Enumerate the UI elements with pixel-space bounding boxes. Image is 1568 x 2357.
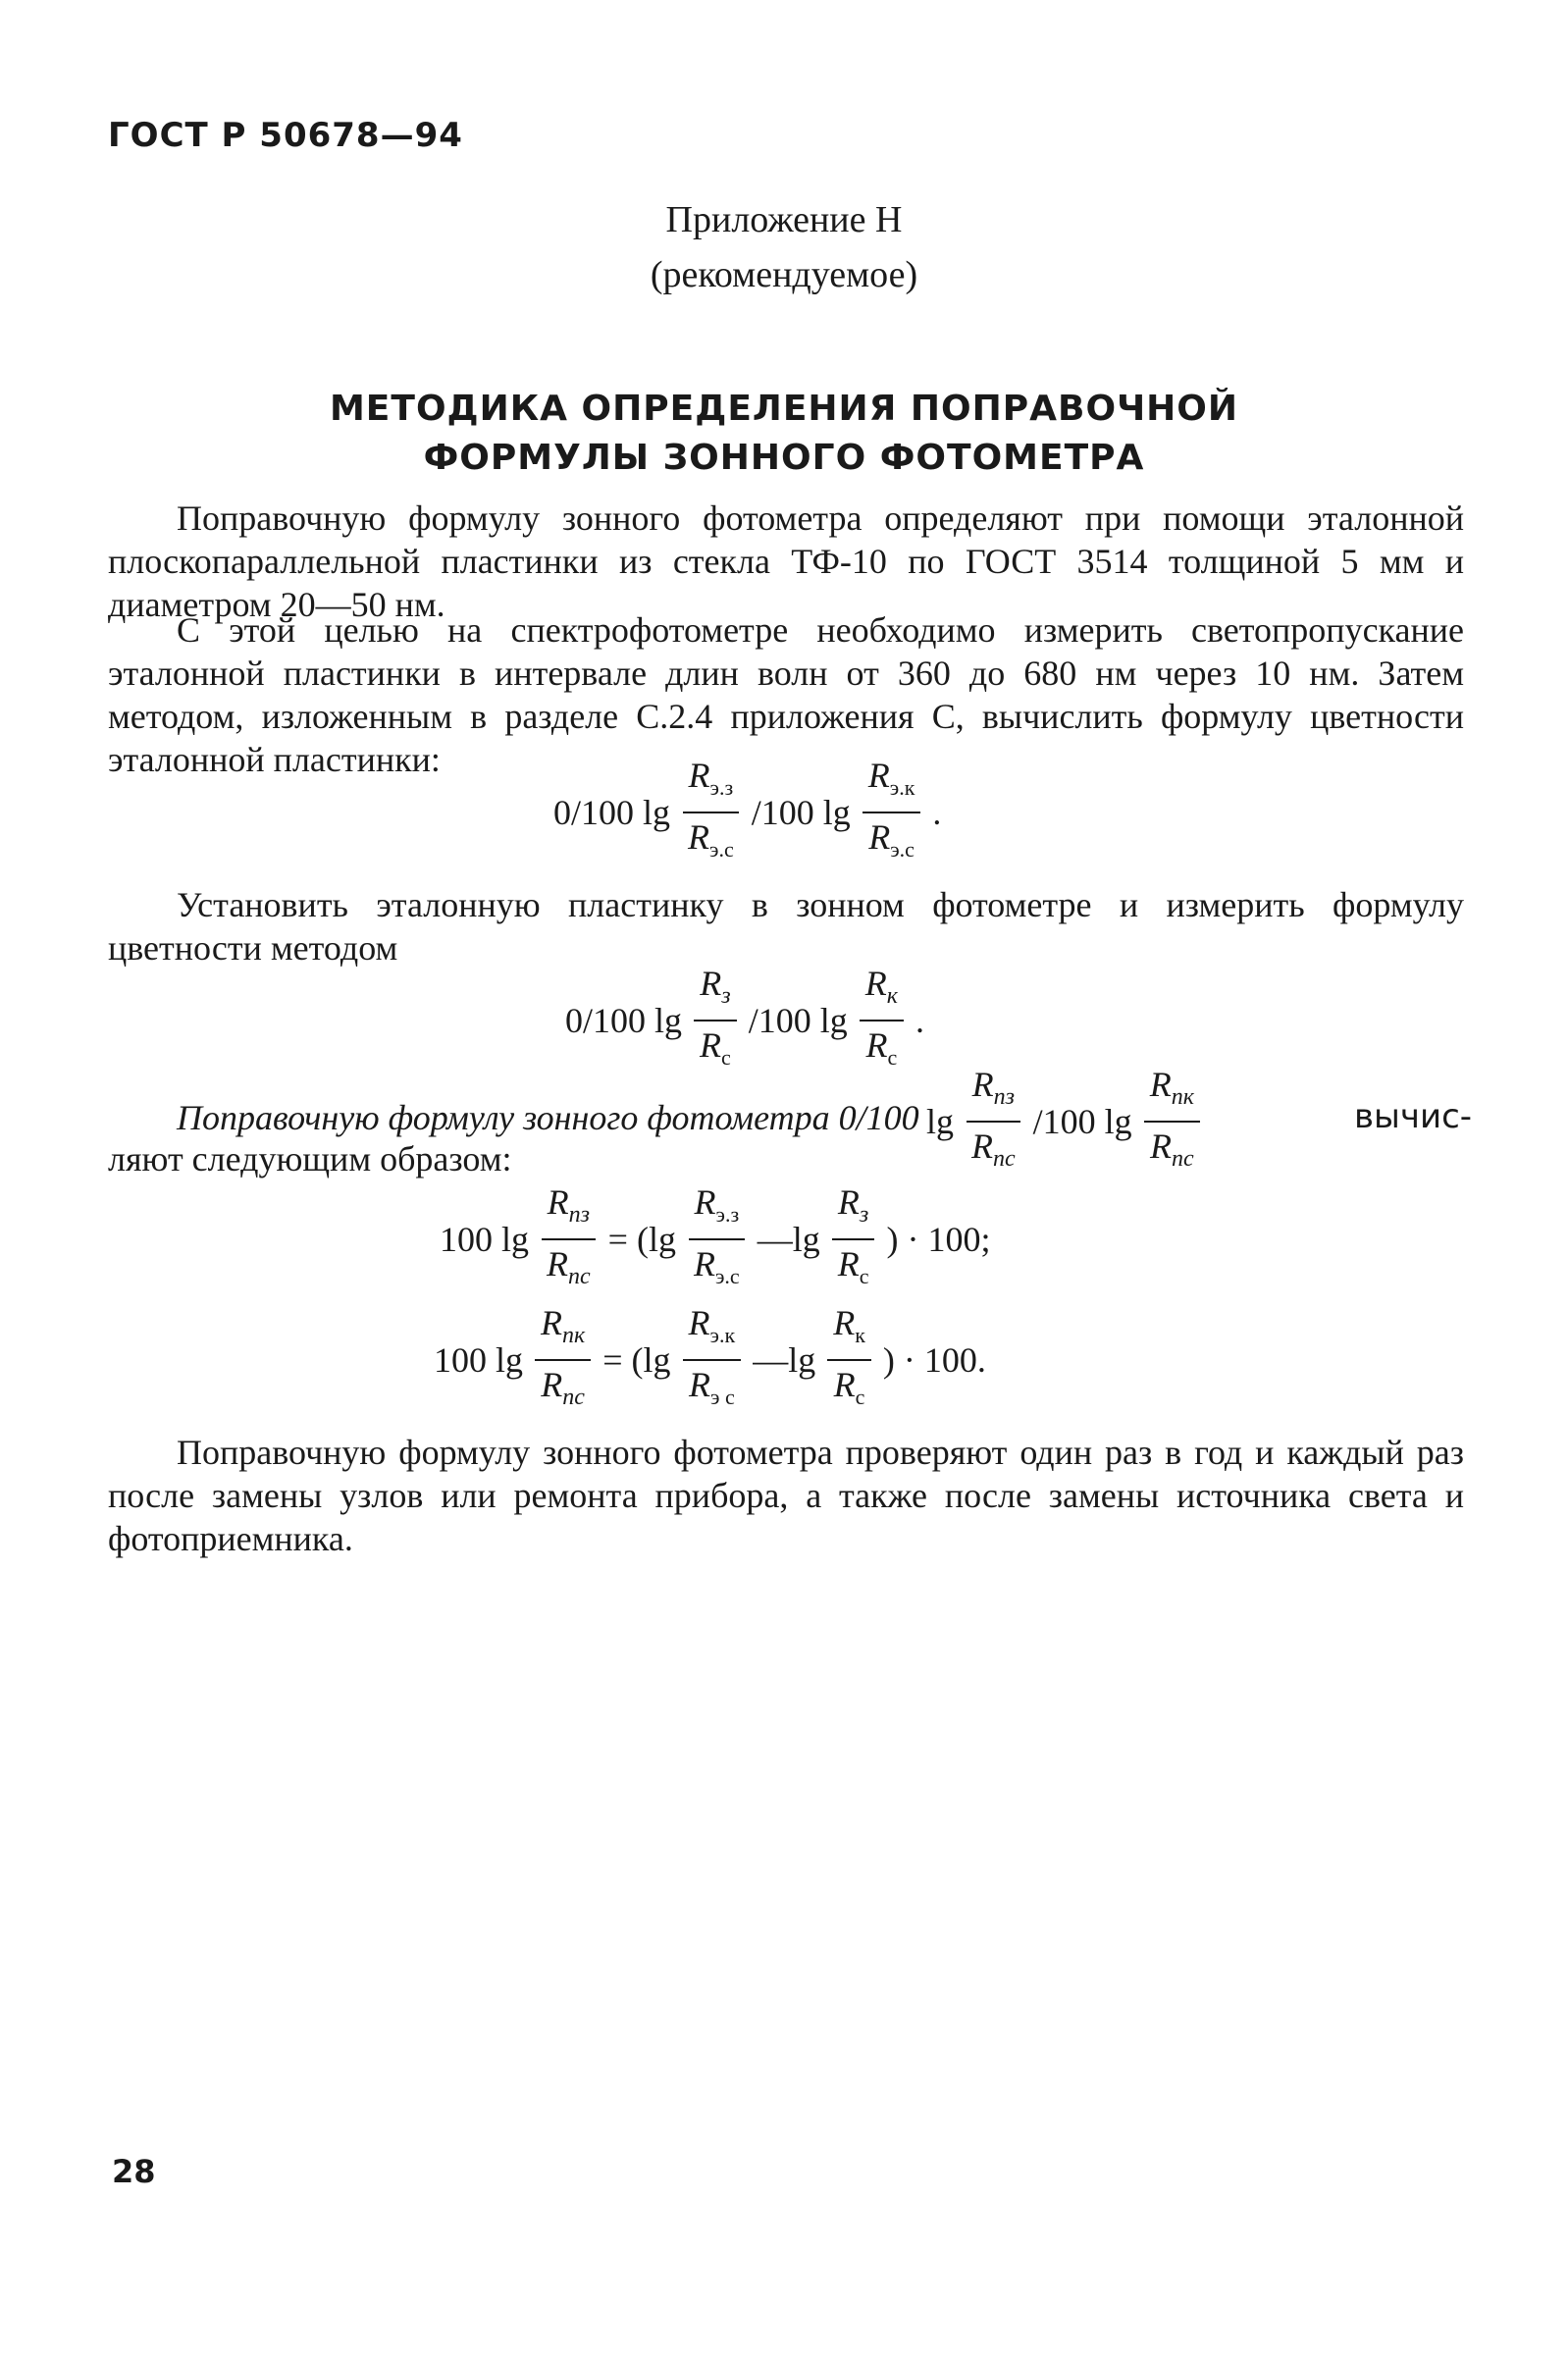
page-number: 28	[112, 2153, 156, 2190]
numerator: $R_{э.з}$	[683, 756, 740, 813]
denominator: $R_{пс}$	[1149, 1126, 1194, 1172]
denominator: $R_{пс}$	[971, 1126, 1016, 1172]
formula-end: .	[932, 793, 942, 832]
formula-reference-plate	[549, 756, 945, 869]
appendix-title: Приложение Н	[665, 199, 903, 240]
formula-text: = (lg	[607, 1220, 676, 1259]
denominator: $R_с$	[700, 1025, 731, 1070]
paragraph-3: Установить эталонную пластинку в зонном фотометре и измерить формулу цветности методом	[108, 885, 1464, 968]
numerator: $R_{пз}$	[542, 1182, 596, 1240]
denominator: $R_с$	[837, 1244, 869, 1288]
paragraph-5: Поправочную формулу зонного фотометра проверяют один раз в год и каждый раз после замены узлов или ремонта прибора, а также после замены источника света и фотоприемника.	[108, 1433, 1464, 1558]
denominator: $R_{э.с}$	[693, 1244, 740, 1288]
formula-correction-inline	[922, 1065, 1208, 1178]
denominator: $R_{э.с}$	[868, 817, 915, 862]
numerator: $R_к$	[860, 964, 904, 1021]
fraction	[827, 1303, 871, 1417]
formula-end: ) · 100.	[882, 1340, 986, 1380]
formula-correction-k	[430, 1303, 990, 1417]
fraction	[862, 756, 921, 869]
numerator: $R_к$	[827, 1303, 871, 1361]
numerator: $R_{э.к}$	[862, 756, 921, 813]
formula-text: /100 lg	[1032, 1102, 1132, 1141]
section-title-line1: МЕТОДИКА ОПРЕДЕЛЕНИЯ ПОПРАВОЧНОЙ	[329, 389, 1239, 429]
fraction	[860, 964, 904, 1077]
formula-text: —lg	[753, 1340, 816, 1380]
denominator: $R_{э.с}$	[688, 817, 734, 862]
fraction	[535, 1303, 591, 1417]
formula-text: 0/100 lg	[553, 793, 671, 832]
fraction	[694, 964, 737, 1077]
paragraph-4-tail: вычис-	[1354, 1097, 1473, 1136]
denominator: $R_{пс}$	[541, 1365, 585, 1410]
numerator: $R_{э.з}$	[689, 1182, 746, 1240]
appendix-subtitle: (рекомендуемое)	[650, 254, 918, 295]
fraction	[683, 1303, 742, 1417]
numerator: $R_{пз}$	[967, 1065, 1020, 1123]
fraction	[541, 1182, 597, 1296]
formula-text: 100 lg	[434, 1340, 524, 1380]
numerator: $R_{пк}$	[1144, 1065, 1200, 1123]
denominator: $R_{пс}$	[547, 1244, 591, 1289]
fraction	[682, 756, 740, 869]
formula-end: .	[915, 1001, 925, 1040]
paragraph-4-line2: ляют следующим образом:	[108, 1139, 512, 1178]
formula-text: —lg	[757, 1220, 820, 1259]
formula-correction-z	[436, 1182, 994, 1296]
formula-measured	[561, 964, 928, 1077]
fraction	[688, 1182, 746, 1296]
denominator: $R_с$	[865, 1025, 898, 1070]
formula-text: /100 lg	[748, 1001, 848, 1040]
fraction	[966, 1065, 1021, 1178]
formula-text: 0/100 lg	[565, 1001, 683, 1040]
formula-text: = (lg	[602, 1340, 671, 1380]
denominator: $R_с$	[833, 1365, 865, 1409]
paragraph-4-start: Поправочную формулу зонного фотометра 0/100	[177, 1098, 919, 1137]
formula-text: /100 lg	[751, 793, 851, 832]
fraction	[1144, 1065, 1200, 1178]
section-title	[0, 385, 1568, 483]
paragraph-2: С этой целью на спектрофотометре необходимо измерить светопропускание эталонной пластинки в интервале длин волн от 360 до 680 нм через 10 нм. Затем методом, изложенным в разделе С.2.4 приложения С, вычислить формулу цветности эталонной пластинки:	[108, 610, 1464, 779]
formula-text: lg	[926, 1102, 955, 1141]
formula-text: 100 lg	[440, 1220, 530, 1259]
numerator: $R_з$	[694, 964, 736, 1021]
formula-end: ) · 100;	[886, 1220, 991, 1259]
fraction	[832, 1182, 875, 1296]
numerator: $R_{пк}$	[535, 1303, 591, 1361]
numerator: $R_{э.к}$	[683, 1303, 742, 1361]
document-code: ГОСТ Р 50678—94	[108, 116, 463, 155]
section-title-line2: ФОРМУЛЫ ЗОННОГО ФОТОМЕТРА	[423, 438, 1145, 478]
numerator: $R_з$	[832, 1182, 874, 1240]
denominator: $R_{э с}$	[689, 1365, 735, 1409]
paragraph-1: Поправочную формулу зонного фотометра определяют при помощи эталонной плоскопараллельной пластинки из стекла ТФ-10 по ГОСТ 3514 толщиной 5 мм и диаметром 20—50 нм.	[108, 498, 1464, 624]
